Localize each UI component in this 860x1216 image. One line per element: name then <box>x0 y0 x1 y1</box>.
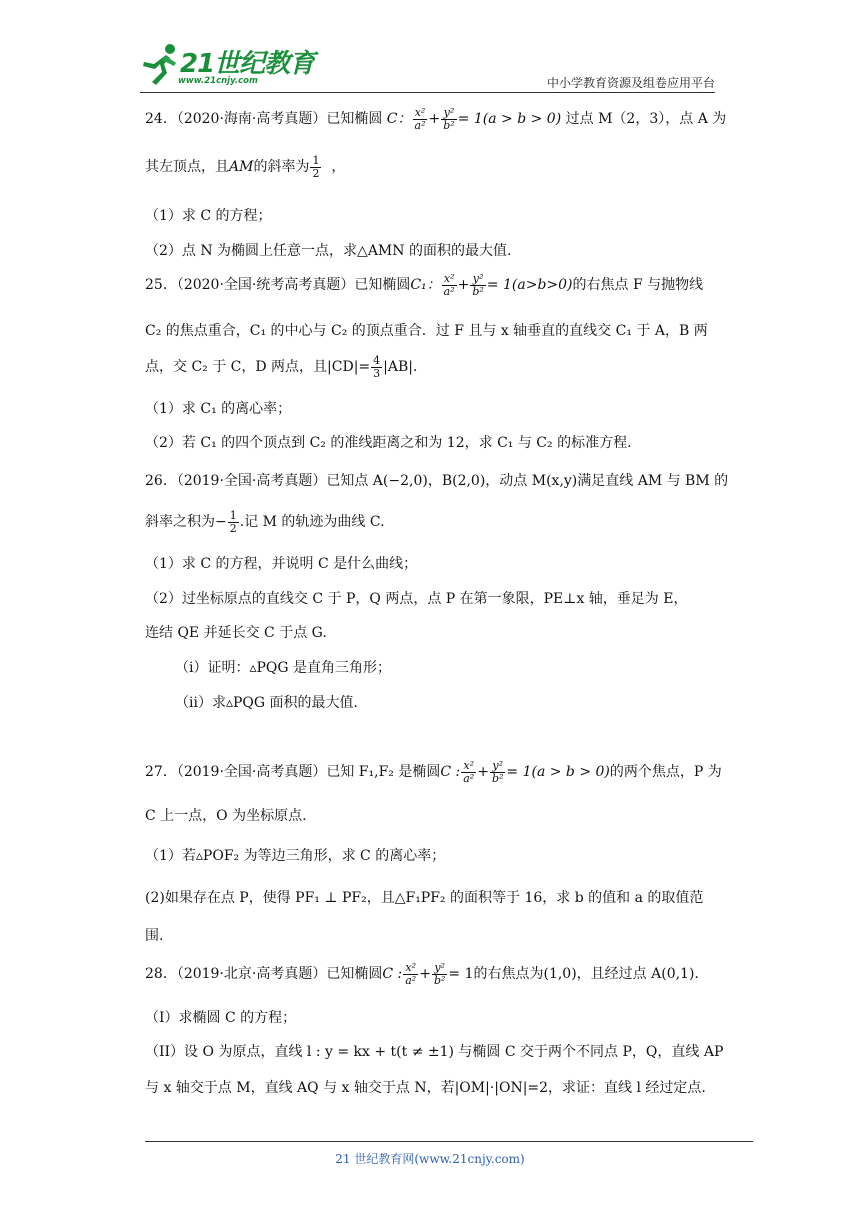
fraction: $\frac{\text{y²}}{\text{b²}}$ <box>472 272 484 298</box>
fraction: $\frac{1}{2}$ <box>229 509 237 535</box>
page-header <box>140 38 715 94</box>
problem-25-q2: （2）若 C₁ 的四个顶点到 C₂ 的准线距离之和为 12，求 C₁ 与 C₂ 的标准方程. <box>145 435 632 451</box>
runner-logo-icon <box>140 40 180 88</box>
logo <box>140 38 315 90</box>
fraction: $\frac{\text{x²}}{\text{a²}}$ <box>463 759 475 785</box>
problem-28-q2-cont: 与 x 轴交于点 M，直线 AQ 与 x 轴交于点 N，若|OM|·|ON|=2，求证：直线 l 经过定点. <box>145 1080 706 1096</box>
problem-26-q1: （1）求 C 的方程，并说明 C 是什么曲线； <box>145 556 418 572</box>
platform-label: 中小学教育资源及组卷应用平台 <box>546 76 715 90</box>
logo-url: www.21cnjy.com <box>178 76 258 86</box>
problem-26-q2: （2）过坐标原点的直线交 C 于 P，Q 两点，点 P 在第一象限，PE⊥x 轴，垂足为 E， <box>145 591 688 607</box>
problem-25-line-2: C₂ 的焦点重合，C₁ 的中心与 C₂ 的顶点重合．过 F 且与 x 轴垂直的直线交 C₁ 于 A，B 两 <box>145 323 708 339</box>
problem-25-line-3: 点，交 C₂ 于 C，D 两点，且|CD|= $\frac{4}{3}$ |AB|. <box>145 354 418 380</box>
problem-24-line-2: 其左顶点，且AM的斜率为 $\frac{1}{2}$ ， <box>145 154 346 180</box>
problem-27-line-1: 27．（2019·全国·高考真题）已知 F₁,F₂ 是椭圆C : $\frac{\text{x²}}{\text{a²}}$ + $\frac{\text{y²}}{\text{b²}}$ = 1(a > b > 0)的两个焦点，P 为 <box>145 759 722 785</box>
problem-25-q1: （1）求 C₁ 的离心率； <box>145 401 292 417</box>
problem-27-q1: （1）若▵POF₂ 为等边三角形，求 C 的离心率； <box>145 848 446 864</box>
header-divider <box>140 92 715 93</box>
problem-27-q2: (2)如果存在点 P，使得 PF₁ ⊥ PF₂，且△F₁PF₂ 的面积等于 16，求 b 的值和 a 的取值范 <box>145 890 704 906</box>
problem-26-q2-cont: 连结 QE 并延长交 C 于点 G. <box>145 625 327 641</box>
footer-link[interactable]: 21 世纪教育网(www.21cnjy.com) <box>335 1152 525 1166</box>
problem-24-q1: （1）求 C 的方程； <box>145 208 272 224</box>
problem-26-line-2: 斜率之积为− $\frac{1}{2}$ .记 M 的轨迹为曲线 C. <box>145 509 385 535</box>
fraction: $\frac{\text{x²}}{\text{a²}}$ <box>414 106 426 132</box>
problem-27-line-2: C 上一点，O 为坐标原点. <box>145 808 307 824</box>
fraction: $\frac{\text{y²}}{\text{b²}}$ <box>491 759 504 785</box>
problem-28-q2: （II）设 O 为原点，直线 l : y = kx + t(t ≠ ±1) 与椭圆 C 交于两个不同点 P，Q，直线 AP <box>145 1044 724 1060</box>
problem-26-sub-ii: （ii）求▵PQG 面积的最大值. <box>175 695 358 711</box>
problem-28-line-1: 28．（2019·北京·高考真题）已知椭圆C : $\frac{\text{x²}}{\text{a²}}$ + $\frac{\text{y²}}{\text{b²}}$ = 1的右焦点为(1,0)，且经过点 A(0,1). <box>145 961 699 987</box>
problem-25-line-1: 25．（2020·全国·统考高考真题）已知椭圆C₁： $\frac{\text{x²}}{\text{a²}}$ + $\frac{\text{y²}}{\text{b²}}$ = 1(a>b>0)的右焦点 F 与抛物线 <box>145 272 704 298</box>
problem-27-q2-cont: 围. <box>145 928 164 944</box>
fraction: $\frac{\text{y²}}{\text{b²}}$ <box>433 961 446 987</box>
problem-24-q2: （2）点 N 为椭圆上任意一点，求△AMN 的面积的最大值. <box>145 243 512 259</box>
problem-26-sub-i: （i）证明：▵PQG 是直角三角形； <box>175 660 392 676</box>
footer-divider <box>145 1141 753 1142</box>
fraction: $\frac{1}{2}$ <box>312 154 320 180</box>
fraction: $\frac{4}{3}$ <box>373 354 381 380</box>
problem-24-line-1: 24．（2020·海南·高考真题）已知椭圆 C： $\frac{\text{x²}}{\text{a²}}$ + $\frac{\text{y²}}{\text{b²}}$ = 1(a > b > 0) 过点 M（2，3），点 A 为 <box>145 106 727 132</box>
problem-28-q1: （I）求椭圆 C 的方程； <box>145 1010 297 1026</box>
logo-text: 21世纪教育 <box>180 49 315 79</box>
fraction: $\frac{\text{y²}}{\text{b²}}$ <box>443 106 455 132</box>
fraction: $\frac{\text{x²}}{\text{a²}}$ <box>405 961 417 987</box>
problem-26-line-1: 26．（2019·全国·高考真题）已知点 A(−2,0)，B(2,0)，动点 M(x,y)满足直线 AM 与 BM 的 <box>145 473 729 489</box>
fraction: $\frac{\text{x²}}{\text{a²}}$ <box>443 272 455 298</box>
